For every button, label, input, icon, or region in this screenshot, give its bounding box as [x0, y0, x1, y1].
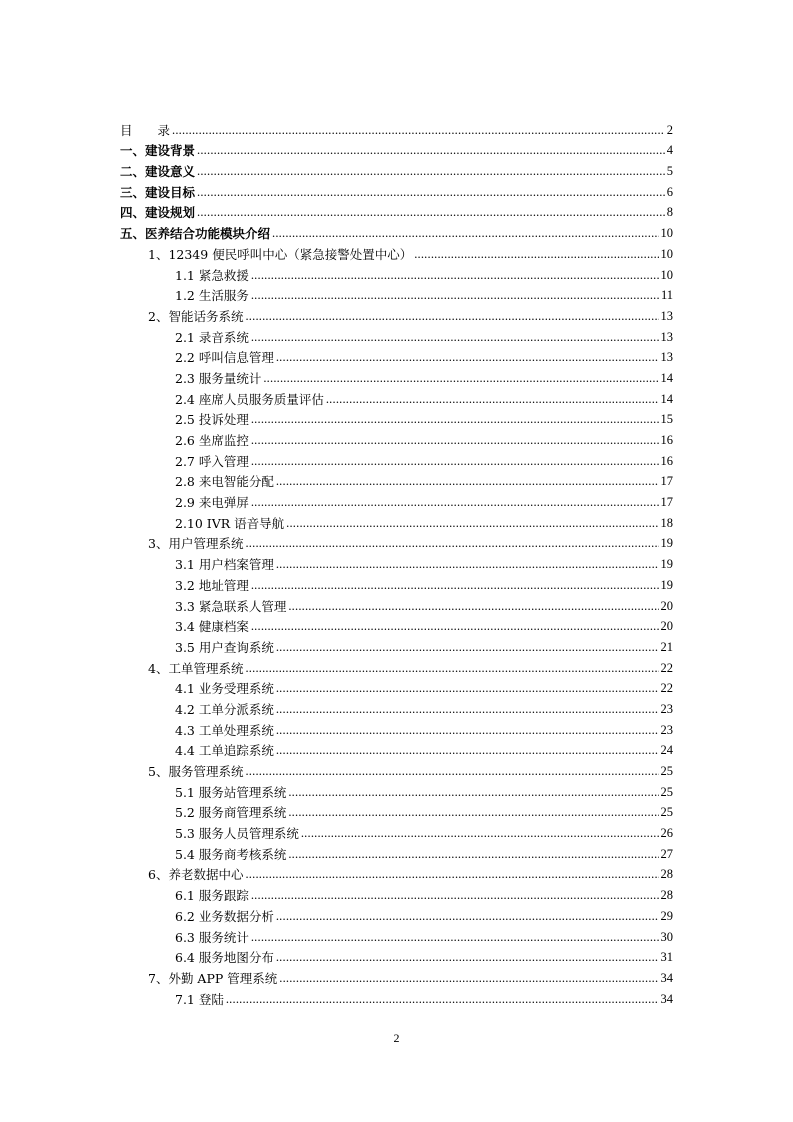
- toc-entry[interactable]: [120, 965, 673, 986]
- toc-leader-dots: [251, 433, 659, 448]
- toc-entry[interactable]: [120, 407, 673, 428]
- toc-entry-title: 4.3 工单处理系统: [175, 722, 274, 738]
- toc-entry-title: 5.3 服务人员管理系统: [175, 826, 299, 842]
- toc-entry-title: 2.3 服务量统计: [175, 370, 262, 386]
- toc-leader-dots: [276, 950, 659, 965]
- toc-entry-page: 4: [666, 143, 673, 158]
- toc-entry[interactable]: [120, 469, 673, 490]
- toc-entry-title: 三、建设目标: [120, 184, 196, 200]
- toc-entry-page: 8: [666, 205, 673, 220]
- toc-entry-page: 30: [660, 929, 673, 944]
- toc-entry-page: 21: [660, 639, 673, 654]
- toc-entry[interactable]: [120, 696, 673, 717]
- toc-entry-title: 4、工单管理系统: [148, 660, 244, 676]
- toc-entry-page: 10: [660, 246, 673, 261]
- toc-entry-title: 四、建设规划: [120, 205, 196, 221]
- toc-entry-page: 25: [660, 805, 673, 820]
- toc-entry[interactable]: [120, 614, 673, 635]
- toc-entry-title: 6.4 服务地图分布: [175, 950, 274, 966]
- toc-leader-dots: [245, 764, 658, 779]
- toc-leader-dots: [251, 930, 659, 945]
- toc-entry-title: 五、医养结合功能模块介绍: [120, 226, 271, 242]
- toc-leader-dots: [326, 392, 659, 407]
- toc-leader-dots: [288, 847, 658, 862]
- toc-entry[interactable]: [120, 386, 673, 407]
- toc-leader-dots: [251, 412, 659, 427]
- toc-entry-page: 15: [660, 412, 673, 427]
- toc-leader-dots: [245, 661, 658, 676]
- toc-entry-page: 34: [660, 991, 673, 1006]
- toc-entry[interactable]: [120, 531, 673, 552]
- toc-leader-dots: [251, 619, 659, 634]
- toc-entry[interactable]: [120, 924, 673, 945]
- toc-entry-page: 29: [660, 908, 673, 923]
- toc-entry-title: 目 录: [120, 122, 171, 138]
- toc-entry-title: 6.2 业务数据分析: [175, 908, 274, 924]
- toc-entry[interactable]: [120, 324, 673, 345]
- toc-entry[interactable]: [120, 138, 673, 159]
- toc-entry-page: 23: [660, 722, 673, 737]
- toc-entry-page: 28: [660, 888, 673, 903]
- toc-entry-page: 10: [660, 267, 673, 282]
- toc-leader-dots: [288, 599, 658, 614]
- toc-entry[interactable]: [120, 820, 673, 841]
- toc-entry-title: 3、用户管理系统: [148, 536, 244, 552]
- toc-leader-dots: [276, 350, 659, 365]
- toc-entry-page: 10: [660, 226, 673, 241]
- toc-entry-page: 17: [660, 495, 673, 510]
- toc-entry-title: 7、外勤 APP 管理系统: [148, 970, 278, 986]
- toc-entry-page: 16: [660, 453, 673, 468]
- toc-entry-title: 5.4 服务商考核系统: [175, 846, 287, 862]
- toc-leader-dots: [288, 805, 658, 820]
- toc-entry-title: 2.8 来电智能分配: [175, 474, 274, 490]
- toc-leader-dots: [251, 495, 659, 510]
- toc-entry-title: 3.2 地址管理: [175, 577, 249, 593]
- toc-entry[interactable]: [120, 717, 673, 738]
- toc-entry-page: 20: [660, 598, 673, 613]
- toc-entry-title: 6.1 服务跟踪: [175, 888, 249, 904]
- toc-entry-page: 13: [660, 350, 673, 365]
- toc-entry-title: 1.1 紧急救援: [175, 267, 249, 283]
- toc-entry[interactable]: [120, 158, 673, 179]
- toc-leader-dots: [226, 992, 659, 1007]
- toc-entry-page: 22: [660, 660, 673, 675]
- toc-entry-page: 11: [660, 288, 673, 303]
- toc-entry-page: 25: [660, 764, 673, 778]
- toc-entry-title: 2.6 坐席监控: [175, 433, 249, 448]
- toc-entry[interactable]: [120, 241, 673, 262]
- toc-leader-dots: [414, 247, 658, 262]
- toc-entry[interactable]: [120, 448, 673, 469]
- toc-entry[interactable]: [120, 179, 673, 200]
- toc-entry[interactable]: [120, 903, 673, 924]
- toc-entry-page: 14: [660, 370, 673, 385]
- toc-entry[interactable]: [120, 283, 673, 304]
- toc-entry-title: 4.2 工单分派系统: [175, 701, 274, 717]
- toc-entry-page: 31: [660, 950, 673, 965]
- toc-entry-page: 18: [660, 515, 673, 530]
- toc-leader-dots: [276, 909, 659, 924]
- toc-entry[interactable]: [120, 489, 673, 510]
- toc-entry[interactable]: [120, 365, 673, 386]
- toc-leader-dots: [286, 516, 658, 531]
- toc-entry-page: 25: [660, 784, 673, 799]
- toc-entry[interactable]: [120, 676, 673, 697]
- toc-leader-dots: [272, 226, 658, 241]
- toc-entry[interactable]: [120, 551, 673, 572]
- toc-entry[interactable]: [120, 200, 673, 221]
- toc-entry-title: 4.1 业务受理系统: [175, 681, 274, 697]
- toc-entry-page: 26: [660, 826, 673, 841]
- toc-entry[interactable]: [120, 655, 673, 676]
- toc-leader-dots: [197, 164, 665, 179]
- toc-entry-page: 22: [660, 681, 673, 696]
- toc-entry-page: 24: [660, 743, 673, 758]
- toc-entry-page: 2: [666, 122, 673, 137]
- toc-entry-title: 7.1 登陆: [175, 991, 224, 1007]
- toc-entry[interactable]: [120, 117, 673, 138]
- toc-entry[interactable]: [120, 303, 673, 324]
- toc-leader-dots: [197, 143, 665, 158]
- toc-entry[interactable]: [120, 593, 673, 614]
- toc-entry-title: 5、服务管理系统: [148, 764, 244, 779]
- toc-entry-page: 19: [660, 557, 673, 572]
- toc-entry-page: 28: [660, 867, 673, 882]
- toc-entry[interactable]: [120, 986, 673, 1007]
- toc-entry[interactable]: [120, 800, 673, 821]
- toc-entry-title: 3.1 用户档案管理: [175, 557, 274, 573]
- toc-leader-dots: [276, 557, 659, 572]
- toc-entry[interactable]: [120, 779, 673, 800]
- toc-entry[interactable]: [120, 427, 673, 448]
- toc-entry-page: 17: [660, 474, 673, 489]
- toc-entry[interactable]: [120, 262, 673, 283]
- toc-entry-title: 2.4 座席人员服务质量评估: [175, 391, 324, 407]
- toc-leader-dots: [276, 702, 659, 717]
- toc-entry-page: 19: [660, 536, 673, 551]
- toc-entry-title: 1、12349 便民呼叫中心（紧急接警处置中心）: [148, 246, 413, 262]
- toc-leader-dots: [251, 888, 659, 903]
- toc-leader-dots: [263, 371, 658, 386]
- toc-entry-title: 5.1 服务站管理系统: [175, 784, 287, 800]
- toc-leader-dots: [245, 536, 658, 551]
- toc-entry[interactable]: [120, 345, 673, 366]
- toc-entry-title: 3.5 用户查询系统: [175, 639, 274, 655]
- page-number: 2: [393, 1031, 400, 1045]
- toc-leader-dots: [276, 723, 659, 738]
- toc-leader-dots: [276, 681, 659, 696]
- toc-entry-page: 14: [660, 391, 673, 406]
- toc-leader-dots: [276, 743, 659, 758]
- toc-entry-page: 20: [660, 619, 673, 634]
- toc-entry-page: 13: [660, 308, 673, 323]
- toc-leader-dots: [251, 268, 659, 283]
- toc-leader-dots: [172, 123, 665, 138]
- toc-leader-dots: [197, 205, 665, 220]
- toc-entry[interactable]: [120, 220, 673, 241]
- toc-entry-title: 3.4 健康档案: [175, 619, 249, 635]
- toc-entry[interactable]: [120, 510, 673, 531]
- toc-entry[interactable]: [120, 738, 673, 759]
- toc-leader-dots: [251, 578, 659, 593]
- toc-entry[interactable]: [120, 572, 673, 593]
- toc-entry[interactable]: [120, 882, 673, 903]
- toc-entry[interactable]: [120, 841, 673, 862]
- toc-entry-page: 13: [660, 329, 673, 344]
- toc-entry-title: 2.9 来电弹屏: [175, 495, 249, 511]
- toc-entry-page: 6: [666, 184, 673, 199]
- toc-entry-title: 1.2 生活服务: [175, 288, 249, 304]
- toc-entry-title: 2.10 IVR 语音导航: [175, 515, 285, 531]
- toc-entry-title: 6、养老数据中心: [148, 867, 244, 883]
- toc-entry-page: 19: [660, 577, 673, 592]
- toc-entry-title: 4.4 工单追踪系统: [175, 743, 274, 759]
- toc-entry-title: 2.2 呼叫信息管理: [175, 350, 274, 366]
- toc-leader-dots: [245, 309, 658, 324]
- toc-leader-dots: [251, 330, 659, 345]
- toc-entry[interactable]: [120, 862, 673, 883]
- toc-entry-page: 23: [660, 701, 673, 716]
- toc-entry-title: 2.5 投诉处理: [175, 412, 249, 428]
- toc-entry[interactable]: [120, 758, 673, 779]
- toc-leader-dots: [251, 288, 659, 303]
- toc-entry[interactable]: [120, 634, 673, 655]
- toc-entry-title: 二、建设意义: [120, 164, 196, 180]
- toc-entry-title: 5.2 服务商管理系统: [175, 805, 287, 821]
- toc-entry-title: 一、建设背景: [120, 143, 196, 159]
- toc-leader-dots: [301, 826, 659, 841]
- toc-leader-dots: [245, 867, 658, 882]
- toc-entry[interactable]: [120, 945, 673, 966]
- toc-leader-dots: [288, 785, 658, 800]
- toc-leader-dots: [276, 640, 659, 655]
- toc-leader-dots: [251, 454, 659, 469]
- toc-leader-dots: [197, 185, 665, 200]
- toc-entry-title: 2、智能话务系统: [148, 308, 244, 324]
- toc-leader-dots: [276, 474, 659, 489]
- table-of-contents: [120, 117, 673, 1007]
- toc-entry-page: 16: [660, 433, 673, 447]
- toc-entry-page: 5: [666, 164, 673, 179]
- toc-leader-dots: [279, 971, 658, 986]
- toc-entry-title: 6.3 服务统计: [175, 929, 249, 945]
- toc-entry-title: 2.7 呼入管理: [175, 453, 249, 469]
- toc-entry-page: 27: [660, 846, 673, 861]
- toc-entry-title: 2.1 录音系统: [175, 329, 249, 345]
- toc-entry-title: 3.3 紧急联系人管理: [175, 598, 287, 614]
- toc-entry-page: 34: [660, 970, 673, 985]
